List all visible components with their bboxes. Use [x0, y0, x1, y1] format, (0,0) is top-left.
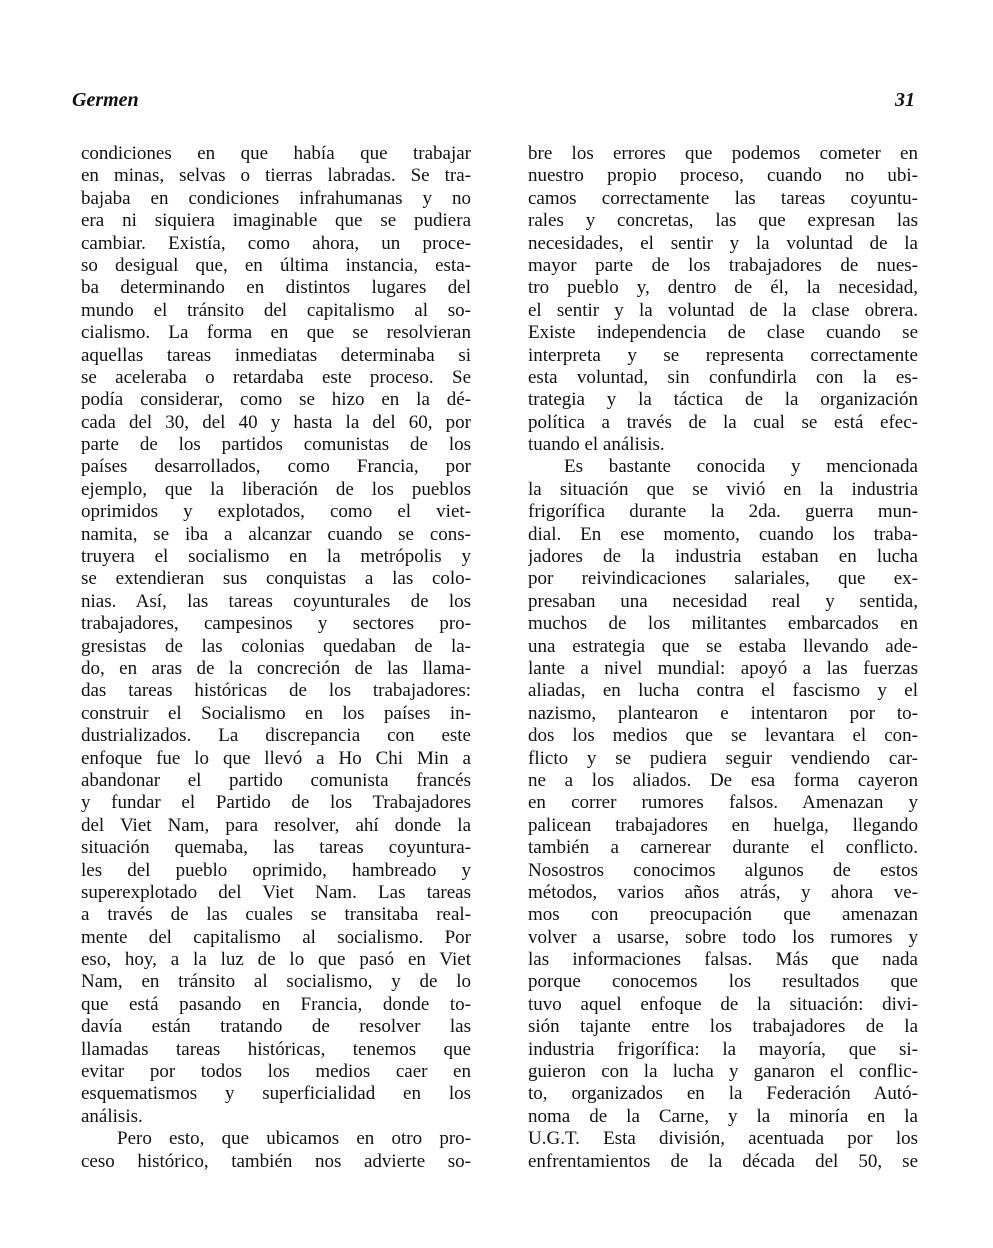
text-line: porque conocemos los resultados que — [528, 971, 918, 993]
text-line: cialismo. La forma en que se resolvieran — [81, 322, 471, 344]
text-line: dos los medios que se levantara el con- — [528, 725, 918, 747]
text-line: presaban una necesidad real y sentida, — [528, 590, 918, 612]
text-line: do, en aras de la concreción de las llama- — [81, 657, 471, 679]
text-line: construir el Socialismo en los países in- — [81, 702, 471, 724]
text-line: aquellas tareas inmediatas determinaba si — [81, 344, 471, 366]
text-line: enfoque fue lo que llevó a Ho Chi Min a — [81, 747, 471, 769]
text-line: superexplotado del Viet Nam. Las tareas — [81, 881, 471, 903]
text-line: ceso histórico, también nos advierte so- — [81, 1150, 471, 1172]
page-number: 31 — [895, 89, 915, 111]
text-line: volver a usarse, sobre todo los rumores y — [528, 926, 918, 948]
text-line: nazismo, plantearon e intentaron por to- — [528, 702, 918, 724]
text-line: guieron con la lucha y ganaron el conflic- — [528, 1061, 918, 1083]
text-line: mundo el tránsito del capitalismo al so- — [81, 299, 471, 321]
text-line: Es bastante conocida y mencionada — [564, 456, 918, 478]
text-line: en correr rumores falsos. Amenazan y — [528, 792, 918, 814]
text-line: gresistas de las colonias quedaban de la- — [81, 635, 471, 657]
text-line: noma de la Carne, y la minoría en la — [528, 1105, 918, 1127]
text-line: una estrategia que se estaba llevando ade- — [528, 635, 918, 657]
left-text-column — [81, 143, 471, 1173]
text-line: eso, hoy, a la luz de lo que pasó en Viet — [81, 949, 471, 971]
text-line: so desigual que, en última instancia, esta- — [81, 254, 471, 276]
text-line: parte de los partidos comunistas de los — [81, 434, 471, 456]
text-line: esquematismos y superficialidad en los — [81, 1083, 471, 1105]
text-line: namita, se iba a alcanzar cuando se cons- — [81, 523, 471, 545]
text-line: interpreta y se representa correctamente — [528, 344, 918, 366]
running-title: Germen — [72, 89, 139, 111]
text-line: truyera el socialismo en la metrópolis y — [81, 546, 471, 568]
text-line: tuando el análisis. — [528, 434, 665, 456]
text-line: países desarrollados, como Francia, por — [81, 456, 471, 478]
text-line: llamadas tareas históricas, tenemos que — [81, 1038, 471, 1060]
text-line: aliadas, en lucha contra el fascismo y el — [528, 680, 918, 702]
text-line: también a carnerear durante el conflicto. — [528, 837, 918, 859]
text-line: sión tajante entre los trabajadores de la — [528, 1016, 918, 1038]
text-line: condiciones en que había que trabajar — [81, 143, 471, 164]
text-line: política a través de la cual se está efec- — [528, 411, 918, 433]
text-line: se aceleraba o retardaba este proceso. Se — [81, 366, 471, 388]
text-line: lante a nivel mundial: apoyó a las fuerzas — [528, 657, 918, 679]
text-line: jadores de la industria estaban en lucha — [528, 546, 918, 568]
text-line: palicean trabajadores en huelga, llegando — [528, 814, 918, 836]
text-line: Nosostros conocimos algunos de estos — [528, 859, 918, 881]
text-line: las informaciones falsas. Más que nada — [528, 949, 918, 971]
text-line: dustrializados. La discrepancia con este — [81, 725, 471, 747]
text-line: industria frigorífica: la mayoría, que si- — [528, 1038, 918, 1060]
text-line: les del pueblo oprimido, hambreado y — [81, 859, 471, 881]
text-line: ba determinando en distintos lugares del — [81, 277, 471, 299]
text-line: por reivindicaciones salariales, que ex- — [528, 568, 918, 590]
text-line: cada del 30, del 40 y hasta la del 60, por — [81, 411, 471, 433]
text-line: métodos, varios años atrás, y ahora ve- — [528, 881, 918, 903]
text-line: U.G.T. Esta división, acentuada por los — [528, 1128, 918, 1150]
text-line: flicto y se pudiera seguir vendiendo car- — [528, 747, 918, 769]
text-line: evitar por todos los medios caer en — [81, 1061, 471, 1083]
text-line: Pero esto, que ubicamos en otro pro- — [117, 1128, 471, 1150]
text-line: a través de las cuales se transitaba real- — [81, 904, 471, 926]
text-line: que está pasando en Francia, donde to- — [81, 993, 471, 1015]
text-line: mayor parte de los trabajadores de nues- — [528, 254, 918, 276]
text-line: cambiar. Existía, como ahora, un proce- — [81, 232, 471, 254]
text-line: análisis. — [81, 1105, 143, 1127]
text-line: to, organizados en la Federación Autó- — [528, 1083, 918, 1105]
text-line: abandonar el partido comunista francés — [81, 769, 471, 791]
text-line: nuestro propio proceso, cuando no ubi- — [528, 165, 918, 187]
text-line: del Viet Nam, para resolver, ahí donde la — [81, 814, 471, 836]
text-line: ejemplo, que la liberación de los pueblos — [81, 478, 471, 500]
text-line: necesidades, el sentir y la voluntad de la — [528, 232, 918, 254]
text-line: Nam, en tránsito al socialismo, y de lo — [81, 971, 471, 993]
text-line: esta voluntad, sin confundirla con la es- — [528, 366, 918, 388]
text-line: trabajadores, campesinos y sectores pro- — [81, 613, 471, 635]
text-line: camos correctamente las tareas coyuntu- — [528, 187, 918, 209]
text-line: se extendieran sus conquistas a las colo- — [81, 568, 471, 590]
text-line: rales y concretas, las que expresan las — [528, 210, 918, 232]
text-line: frigorífica durante la 2da. guerra mun- — [528, 501, 918, 523]
text-line: nias. Así, las tareas coyunturales de los — [81, 590, 471, 612]
right-text-column — [528, 143, 918, 1173]
text-line: muchos de los militantes embarcados en — [528, 613, 918, 635]
text-line: era ni siquiera imaginable que se pudiera — [81, 210, 471, 232]
text-line: situación quemaba, las tareas coyuntura- — [81, 837, 471, 859]
text-line: trategia y la táctica de la organización — [528, 389, 918, 411]
text-line: enfrentamientos de la década del 50, se — [528, 1150, 918, 1172]
text-line: podía considerar, como se hizo en la dé- — [81, 389, 471, 411]
text-line: Existe independencia de clase cuando se — [528, 322, 918, 344]
text-line: ne a los aliados. De esa forma cayeron — [528, 769, 918, 791]
text-line: el sentir y la voluntad de la clase obrera. — [528, 299, 918, 321]
text-line: mos con preocupación que amenazan — [528, 904, 918, 926]
text-line: davía están tratando de resolver las — [81, 1016, 471, 1038]
text-line: tro pueblo y, dentro de él, la necesidad, — [528, 277, 918, 299]
text-line: y fundar el Partido de los Trabajadores — [81, 792, 471, 814]
text-line: tuvo aquel enfoque de la situación: divi- — [528, 993, 918, 1015]
text-line: bajaba en condiciones infrahumanas y no — [81, 187, 471, 209]
text-line: bre los errores que podemos cometer en — [528, 143, 918, 164]
text-line: das tareas históricas de los trabajadores: — [81, 680, 471, 702]
text-line: la situación que se vivió en la industria — [528, 478, 918, 500]
text-line: en minas, selvas o tierras labradas. Se tra- — [81, 165, 471, 187]
text-line: oprimidos y explotados, como el viet- — [81, 501, 471, 523]
text-line: dial. En ese momento, cuando los traba- — [528, 523, 918, 545]
text-line: mente del capitalismo al socialismo. Por — [81, 926, 471, 948]
